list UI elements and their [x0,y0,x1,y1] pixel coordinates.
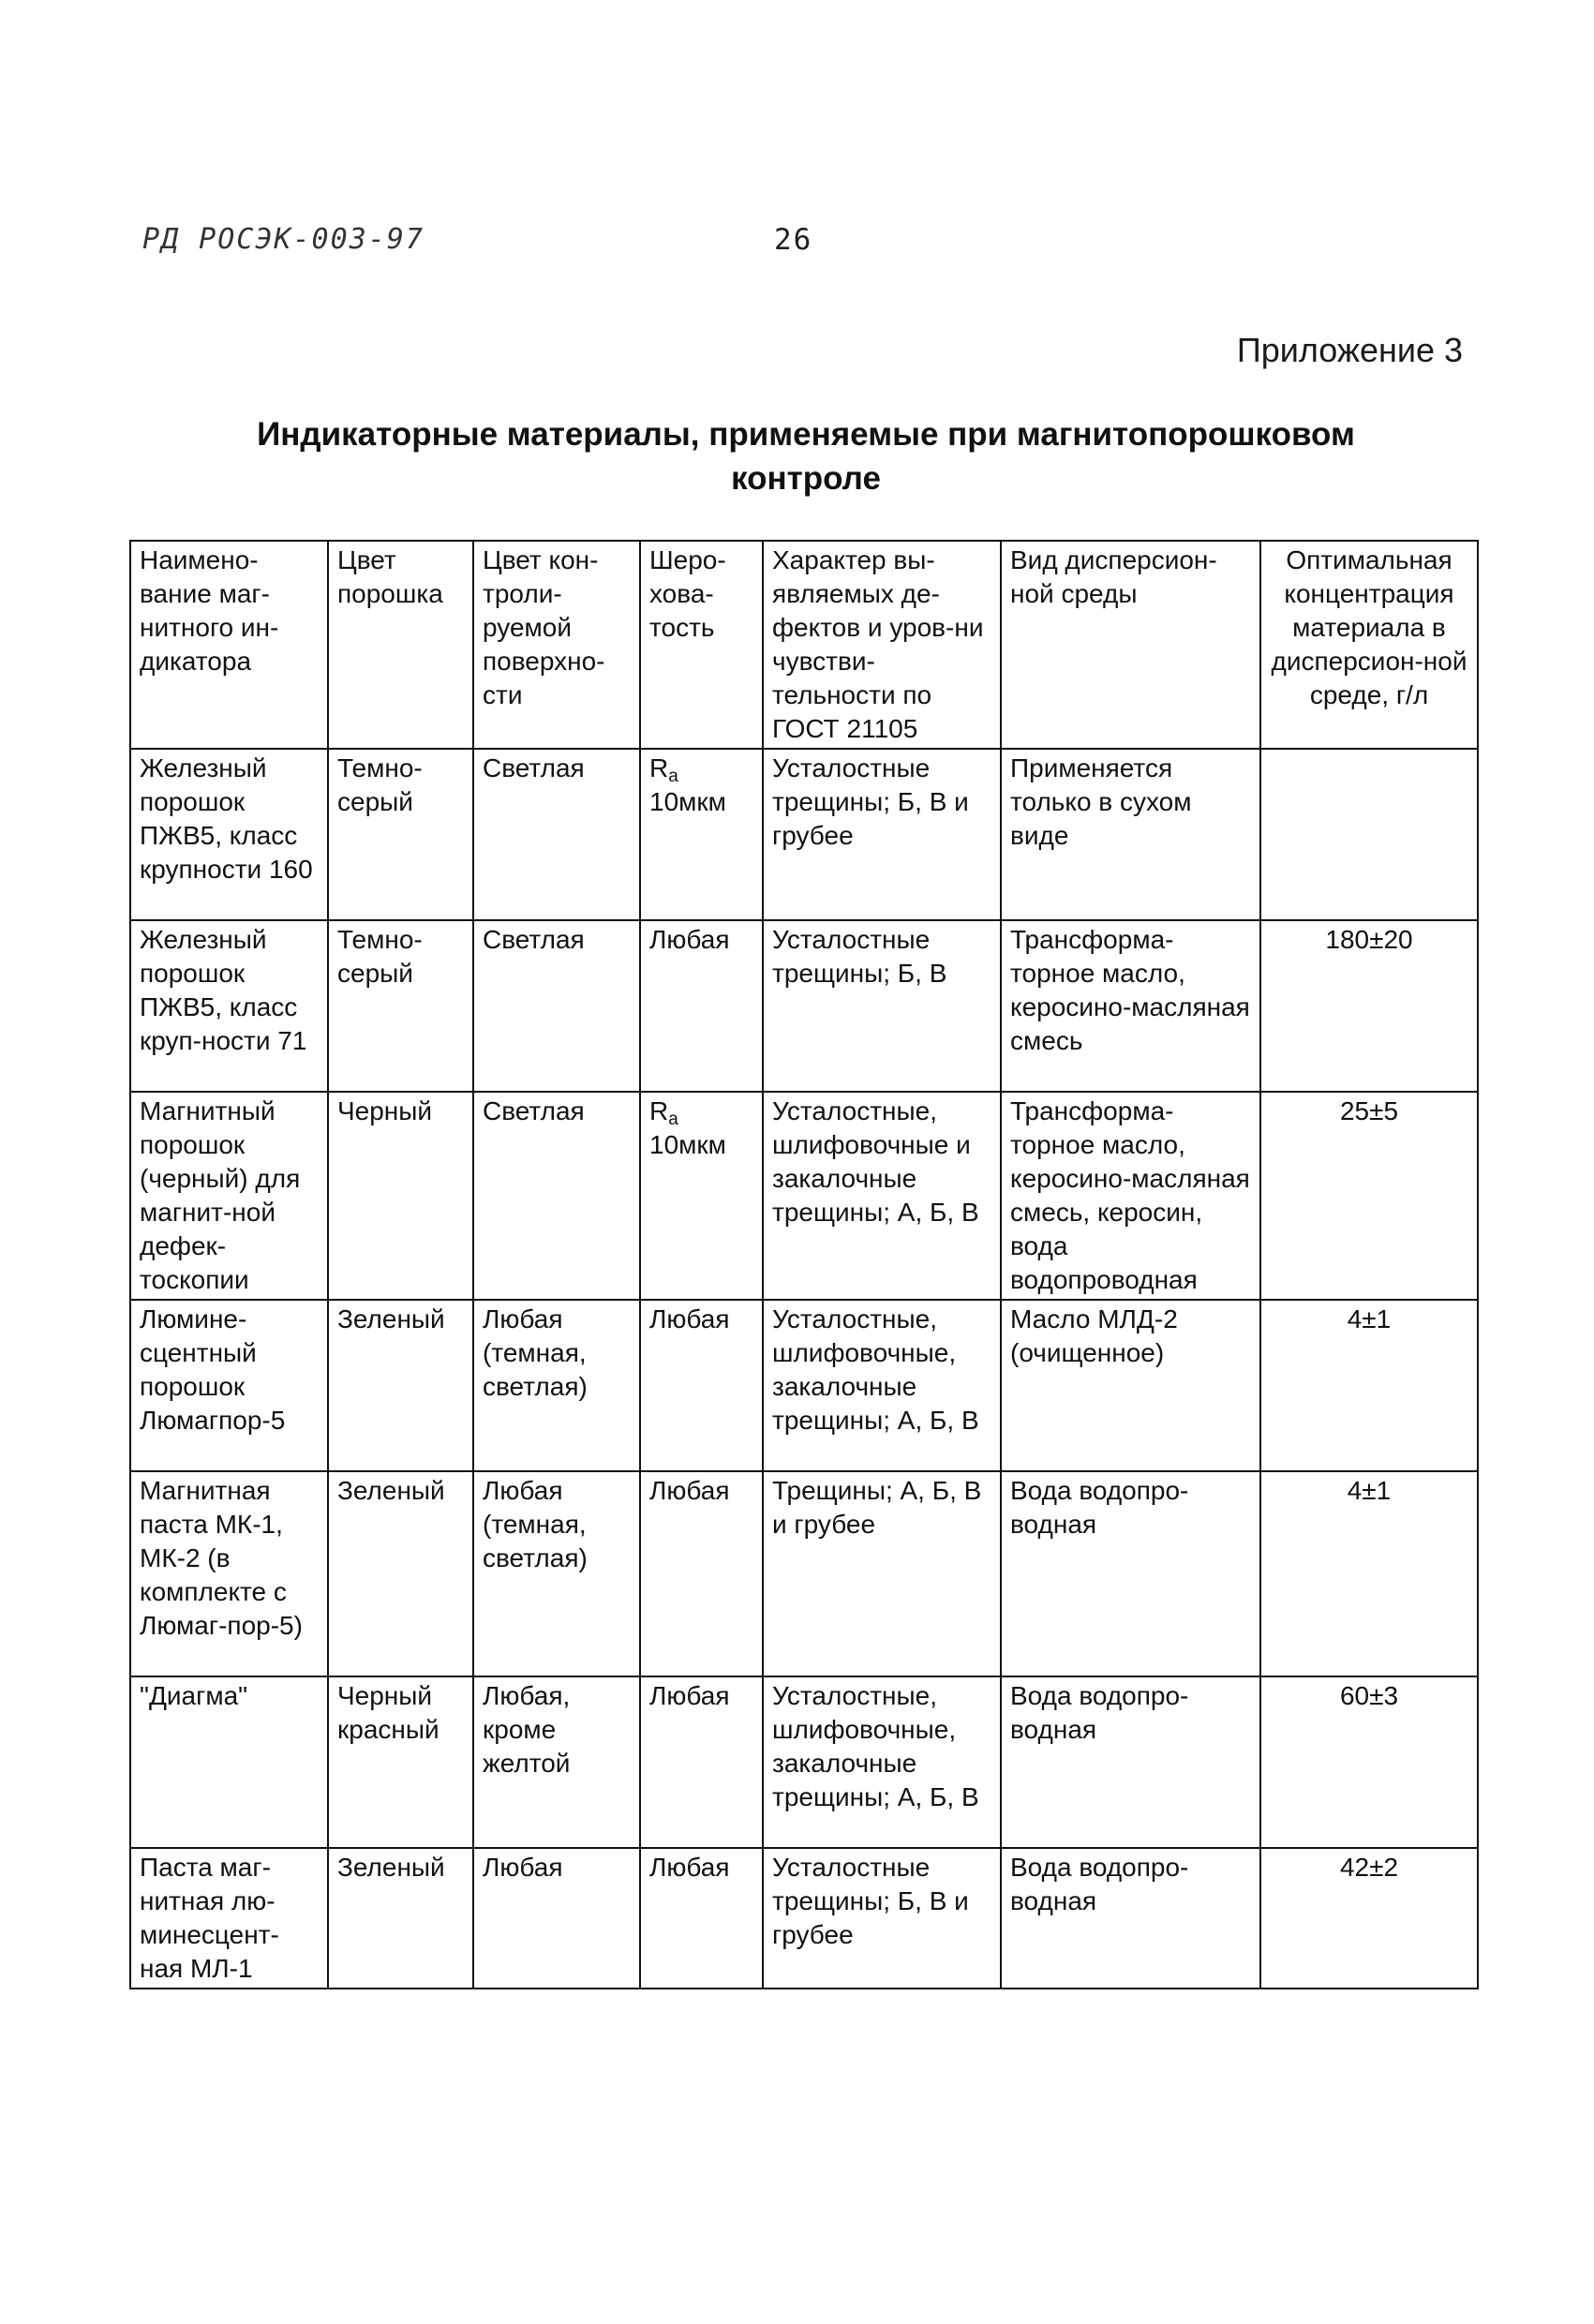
cell-concentration [1260,749,1478,920]
cell-name: Магнитная паста МК-1, МК-2 (в комплекте с Люмаг-пор-5) [130,1471,328,1676]
title-line-1: Индикаторные материалы, применяемые при магнитопорошковом [257,416,1355,453]
cell-medium: Вода водопро-водная [1001,1471,1260,1676]
cell-defects: Усталостные, шлифовочные и закалочные трещины; А, Б, В [763,1092,1001,1300]
header-cell-defects: Характер вы-являемых де-фектов и уров-ни чувстви-тельности по ГОСТ 21105 [763,541,1001,749]
table-row [130,1848,1478,1989]
cell-color: Зеленый [328,1848,473,1989]
cell-medium: Применяется только в сухом виде [1001,749,1260,920]
indicator-materials-table [129,540,1479,1989]
cell-color: Темно-серый [328,920,473,1092]
cell-surface: Светлая [473,1092,640,1300]
title-line-2: контроле [731,460,881,497]
cell-medium: Трансформа-торное масло, керосино-масляная смесь, керосин, вода водопроводная [1001,1092,1260,1300]
cell-medium: Трансформа-торное масло, керосино-масляная смесь [1001,920,1260,1092]
header-cell-roughness: Шеро-хова-тость [640,541,763,749]
cell-name: Люмине-сцентный порошок Люмагпор-5 [130,1300,328,1471]
cell-defects: Усталостные, шлифовочные, закалочные трещины; А, Б, В [763,1300,1001,1471]
cell-surface: Любая (темная, светлая) [473,1471,640,1676]
header-cell-medium: Вид дисперсион-ной среды [1001,541,1260,749]
cell-surface: Любая [473,1848,640,1989]
cell-medium: Масло МЛД-2 (очищенное) [1001,1300,1260,1471]
header-cell-surface: Цвет кон-троли-руемой поверхно-сти [473,541,640,749]
cell-concentration: 42±2 [1260,1848,1478,1989]
cell-concentration: 180±20 [1260,920,1478,1092]
cell-defects: Усталостные трещины; Б, В и грубее [763,749,1001,920]
cell-surface: Любая (темная, светлая) [473,1300,640,1471]
cell-name: Железный порошок ПЖВ5, класс крупности 160 [130,749,328,920]
table-row [130,1300,1478,1471]
cell-concentration: 4±1 [1260,1300,1478,1471]
cell-color: Зеленый [328,1471,473,1676]
page-number: 26 [774,223,813,257]
roughness-value: 10мкм [649,1130,726,1159]
cell-color: Черный [328,1092,473,1300]
cell-defects: Усталостные трещины; Б, В и грубее [763,1848,1001,1989]
table-header-row [130,541,1478,749]
cell-name: Магнитный порошок (черный) для магнит-ной дефек-тоскопии [130,1092,328,1300]
table-row [130,1676,1478,1848]
cell-roughness [640,749,763,920]
roughness-symbol: R [649,1096,669,1125]
cell-defects: Усталостные, шлифовочные, закалочные трещины; А, Б, В [763,1676,1001,1848]
table-row [130,1471,1478,1676]
header-cell-concentration: Оптимальная концентрация материала в дисперсион-ной среде, г/л [1260,541,1478,749]
cell-surface: Светлая [473,749,640,920]
cell-name: Паста маг-нитная лю-минесцент-ная МЛ-1 [130,1848,328,1989]
cell-concentration: 60±3 [1260,1676,1478,1848]
roughness-value: 10мкм [649,787,726,816]
cell-surface: Светлая [473,920,640,1092]
cell-name: Железный порошок ПЖВ5, класс круп-ности 71 [130,920,328,1092]
appendix-label: Приложение 3 [1236,331,1463,369]
cell-color: Темно-серый [328,749,473,920]
header-cell-color: Цвет порошка [328,541,473,749]
cell-medium: Вода водопро-водная [1001,1676,1260,1848]
cell-name: "Диагма" [130,1676,328,1848]
roughness-symbol: R [649,753,669,782]
cell-roughness: Любая [640,1300,763,1471]
cell-color: Зеленый [328,1300,473,1471]
cell-medium: Вода водопро-водная [1001,1848,1260,1989]
table-row [130,1092,1478,1300]
document-code: РД РОСЭК-003-97 [142,223,425,256]
roughness-subscript: a [668,1110,678,1129]
cell-concentration: 25±5 [1260,1092,1478,1300]
table-row [130,920,1478,1092]
cell-defects: Трещины; А, Б, В и грубее [763,1471,1001,1676]
page-title [131,412,1481,500]
cell-roughness: Любая [640,1471,763,1676]
roughness-subscript: a [668,767,678,786]
cell-roughness: Любая [640,1848,763,1989]
cell-surface: Любая, кроме желтой [473,1676,640,1848]
cell-defects: Усталостные трещины; Б, В [763,920,1001,1092]
cell-roughness: Любая [640,920,763,1092]
cell-roughness: Любая [640,1676,763,1848]
table-row [130,749,1478,920]
cell-concentration: 4±1 [1260,1471,1478,1676]
cell-roughness [640,1092,763,1300]
header-cell-name: Наимено-вание маг-нитного ин-дикатора [130,541,328,749]
cell-color: Черный красный [328,1676,473,1848]
